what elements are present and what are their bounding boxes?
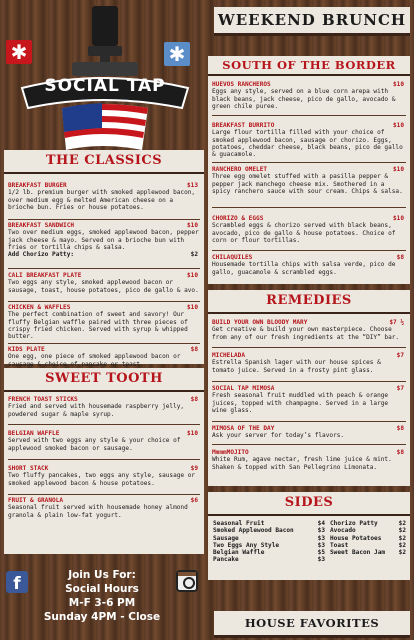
menu-item [8, 222, 200, 258]
menu-item [212, 215, 406, 244]
menu-item-desc: 1/2 lb. premium burger with smoked applewood bacon, over medium egg & melted American cheese on a brioche bun. Fries or house potatoes. [8, 189, 196, 211]
svg-text:✱: ✱ [10, 40, 28, 64]
side-item-name: Belgian Waffle [213, 549, 265, 557]
menu-item-price: $10 [186, 304, 198, 311]
menu-item-name: BREAKFAST BURGER [8, 182, 67, 189]
menu-item-name: BELGIAN WAFFLE [8, 430, 60, 437]
house-favorites-banner [214, 611, 410, 638]
sweet-tooth-title: SWEET TOOTH [45, 371, 163, 386]
menu-item-price: $10 [392, 122, 404, 129]
menu-item-desc: Two eggs any style, smoked applewood bacon or sausage, toast, house potatoes, pico de gallo & avo. [8, 279, 199, 294]
social-hours-line: Sunday 4PM - Close [43, 611, 161, 623]
side-item [330, 535, 406, 542]
menu-item-desc: Ask your server for today’s flavors. [212, 432, 345, 440]
social-hours-line: Social Hours [65, 583, 139, 595]
south-border-title: SOUTH OF THE BORDER [222, 58, 396, 72]
side-item-price: $3 [317, 527, 325, 535]
menu-item-price: $8 [396, 254, 404, 261]
menu-item [8, 304, 200, 340]
side-item-price: $4 [317, 520, 325, 527]
side-item-name: Smoked Applewood Bacon [213, 527, 294, 535]
social-hours-line: Join Us For: [68, 569, 136, 581]
social-hours-block [30, 568, 174, 624]
classics-title: THE CLASSICS [45, 153, 163, 168]
menu-item [212, 449, 406, 471]
side-item-price: $5 [317, 549, 325, 557]
menu-item-name: SOCIAL TAP MIMOSA [212, 385, 275, 392]
addon-price: $2 [190, 251, 198, 259]
side-item-name: Toast [330, 541, 349, 549]
menu-item [212, 319, 406, 341]
menu-item-desc: Get creative & build your own masterpiece. Choose from any of our fresh ingredients at the “DIY” bar. [212, 326, 400, 341]
menu-item-addon [8, 251, 200, 258]
menu-item [212, 254, 406, 276]
menu-item [8, 465, 200, 487]
menu-item-desc: Two over medium eggs, smoked applewood bacon, pepper jack cheese & mayo. Served on a brioche bun with fries or tortilla chips & salsa. [8, 229, 199, 251]
side-item [330, 520, 406, 527]
menu-item-desc: Housemade tortilla chips with salsa verde, pico de gallo, guacamole & scrambled eggs. [212, 261, 396, 276]
menu-item-name: CHICKEN & WAFFLES [8, 304, 71, 311]
menu-item-name: KIDS PLATE [8, 346, 45, 353]
page-title-banner [214, 7, 410, 36]
menu-item-name: CALI BREAKFAST PLATE [8, 272, 82, 279]
social-hours-line: M-F 3-6 PM [68, 597, 136, 609]
classics-card [4, 150, 204, 368]
side-item-name: Sausage [213, 534, 239, 542]
side-item [330, 527, 406, 534]
sides-left-list [213, 520, 325, 564]
facebook-icon[interactable]: f [6, 571, 28, 593]
menu-item [212, 385, 406, 414]
menu-item-name: MIMOSA OF THE DAY [212, 425, 275, 432]
side-item-price: $2 [398, 534, 406, 542]
side-item-name: House Potatoes [330, 534, 382, 542]
menu-item-price: $7 [396, 385, 404, 392]
house-favorites-label: HOUSE FAVORITES [244, 616, 380, 630]
menu-item [212, 122, 406, 158]
side-item [330, 549, 406, 556]
sides-card [208, 492, 410, 580]
side-item-price: $2 [398, 541, 406, 549]
menu-item-desc: Estrella Spanish lager with our house spices & tomato juice. Served in a frosty pint glass. [212, 359, 381, 374]
sweet-tooth-card [4, 368, 204, 554]
menu-item-price: $7 [396, 352, 404, 359]
menu-item-price: $10 [186, 430, 198, 437]
menu-item-price: $10 [186, 272, 198, 279]
menu-item-desc: Seasonal fruit served with housemade honey almond granola & plain low-fat yogurt. [8, 504, 188, 519]
menu-item-name: BUILD YOUR OWN BLOODY MARY [212, 319, 308, 326]
menu-item-desc: Served with two eggs any style & your choice of applewood smoked bacon or sausage. [8, 437, 181, 452]
menu-item-price: $8 [190, 346, 198, 353]
menu-item [8, 346, 200, 368]
menu-item-desc: Three egg omelet stuffed with a pasilla pepper & pepper jack manchego cheese mix. Smothered in a spicy ranchero sauce with sour cream. Chips & salsa. [212, 173, 403, 195]
menu-item-desc: The perfect combination of sweet and savory! Our fluffy Belgian waffle paired with three pieces of crispy fried chicken. Served with syrup & whipped butter. [8, 311, 188, 341]
menu-item-name: RANCHERO OMELET [212, 166, 268, 173]
side-item [213, 535, 325, 542]
menu-item-desc: Scrambled eggs & chorizo served with black beans, avocado, pico de gallo & house potatoes. Choice of corn or flour tortillas. [212, 222, 396, 244]
menu-item-desc: White Rum, agave nectar, fresh lime juice & mint. Shaken & topped with San Pellegrino Limonata. [212, 456, 392, 471]
menu-item-desc: Fried and served with housemade raspberry jelly, powdered sugar & maple syrup. [8, 403, 185, 418]
menu-item [8, 182, 200, 211]
side-item-price: $3 [317, 541, 325, 549]
menu-item-price: $8 [190, 396, 198, 403]
logo [2, 0, 202, 150]
side-item-name: Sweet Bacon Jam [330, 549, 386, 557]
south-border-card [208, 56, 410, 284]
menu-item-name: BREAKFAST BURRITO [212, 122, 275, 129]
menu-item [212, 352, 406, 374]
menu-item [8, 272, 200, 294]
logo-text: SOCIAL TAP [44, 76, 166, 96]
menu-item [8, 497, 200, 519]
logo-graphic [2, 0, 202, 150]
menu-item-price: $8 [396, 449, 404, 456]
side-item-price: $2 [398, 549, 406, 557]
sides-right-list [330, 520, 406, 556]
sides-title: SIDES [284, 495, 334, 510]
menu-item-price: $7 ½ [389, 319, 404, 326]
menu-item-name: SHORT STACK [8, 465, 49, 472]
instagram-icon[interactable] [176, 570, 198, 592]
remedies-title: REMEDIES [266, 293, 352, 308]
side-item-price: $3 [317, 556, 325, 564]
menu-item-price: $10 [186, 222, 198, 229]
menu-item [212, 81, 406, 110]
side-item-name: Chorizo Patty [330, 520, 378, 527]
menu-item-price: $10 [392, 81, 404, 88]
menu-item [8, 396, 200, 418]
remedies-card [208, 290, 410, 486]
menu-item-price: $8 [396, 425, 404, 432]
side-item [213, 527, 325, 534]
menu-item [212, 166, 406, 195]
menu-item-name: MICHELADA [212, 352, 246, 359]
menu-item-price: $10 [392, 215, 404, 222]
menu-item-name: MmmmMOJITO [212, 449, 249, 456]
menu-item-desc: Fresh seasonal fruit muddled with peach & orange juices, topped with champagne. Served in a large wine glass. [212, 392, 389, 414]
menu-item [212, 425, 406, 440]
menu-item-name: CHORIZO & EGGS [212, 215, 264, 222]
side-item-price: $2 [398, 527, 406, 535]
side-item [213, 549, 325, 556]
side-item-name: Pancake [213, 556, 239, 564]
addon-label: Add Chorizo Patty: [8, 251, 75, 259]
menu-item [8, 430, 200, 452]
menu-item-desc: One egg, one piece of smoked applewood bacon or sausage & choice of pancake or toast. [8, 353, 181, 368]
page-title: WEEKEND BRUNCH [217, 11, 407, 29]
side-item-name: Avocado [330, 527, 356, 535]
side-item [213, 556, 325, 563]
side-item-name: Two Eggs Any Style [213, 541, 280, 549]
side-item [330, 542, 406, 549]
menu-item-name: BREAKFAST SANDWICH [8, 222, 75, 229]
svg-text:✱: ✱ [168, 42, 186, 66]
menu-item-name: CHILAQUILES [212, 254, 253, 261]
side-item-name: Seasonal Fruit [213, 520, 265, 527]
menu-item-desc: Eggs any style, served on a blue corn arepa with black beans, jack cheese, pico de gallo, avocado & green chile puree. [212, 88, 396, 110]
menu-item-name: HUEVOS RANCHEROS [212, 81, 271, 88]
side-item-price: $2 [398, 520, 406, 527]
menu-item-price: $10 [392, 166, 404, 173]
menu-item-desc: Large flour tortilla filled with your choice of smoked applewood bacon, sausage or chorizo. Eggs, potatoes, cheddar cheese, black beans, pico de gallo & guacamole. [212, 129, 403, 159]
menu-item-desc: Two fluffy pancakes, two eggs any style, sausage or smoked applewood bacon & house potatoes. [8, 472, 196, 487]
menu-item-name: FRENCH TOAST STICKS [8, 396, 78, 403]
menu-item-price: $13 [186, 182, 198, 189]
menu-item-price: $9 [190, 465, 198, 472]
side-item [213, 520, 325, 527]
menu-item-price: $6 [190, 497, 198, 504]
menu-item-name: FRUIT & GRANOLA [8, 497, 64, 504]
side-item-price: $3 [317, 534, 325, 542]
